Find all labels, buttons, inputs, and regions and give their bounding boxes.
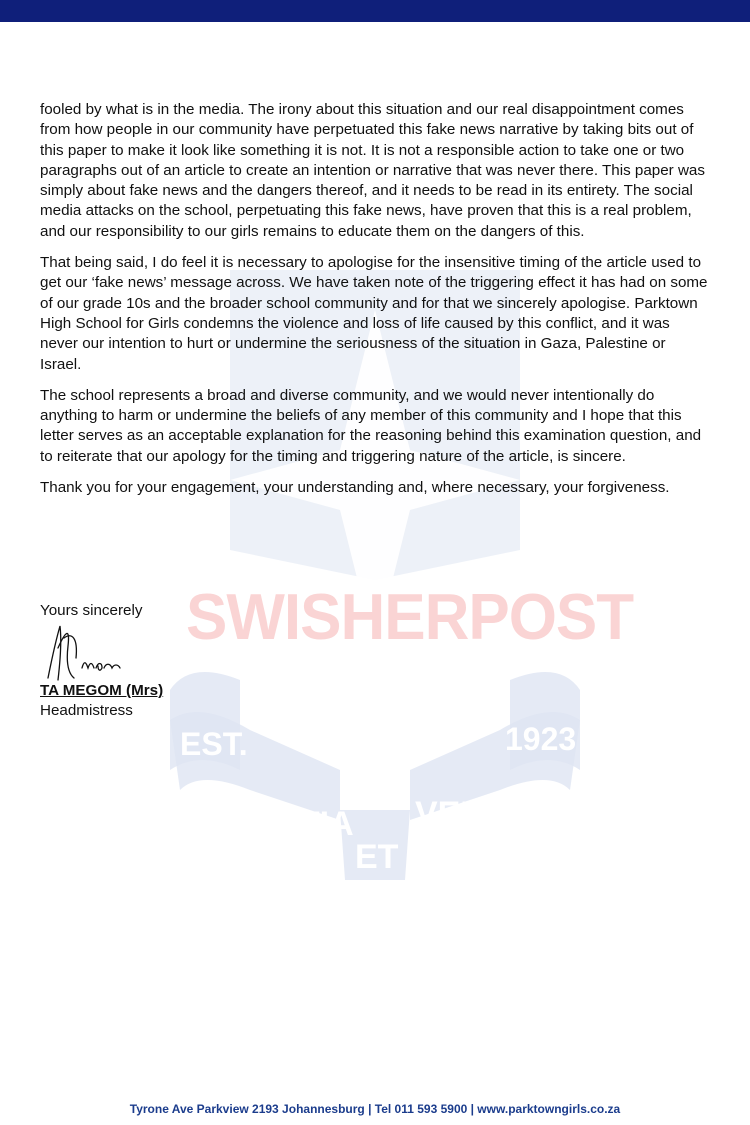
handwritten-signature: [38, 618, 138, 688]
paragraph: Thank you for your engagement, your understanding and, where necessary, your forgiveness.: [40, 479, 670, 497]
paragraph: fooled by what is in the media. The irony about this situation and our real disappointment comes from how people in our community have perpetuated this fake news narrative by taking bits out of this paper to make it look like something it is not. It is not a responsible action to take one or two paragraphs out of an article to create an intention or narrative that was never there. This paper was simply about fake news and the dangers thereof, and it needs to be read in its entirety. The social media attacks on the school, perpetuating this fake news, have proven that this is a real problem, and our responsibility to our girls remains to educate them on the dangers of this.: [40, 101, 705, 240]
crest-motto-left: SCIENTIA: [195, 805, 354, 843]
crest-motto-center: ET: [355, 838, 399, 876]
swisherpost-watermark: SWISHERPOST: [186, 581, 634, 654]
letter-body: [40, 100, 710, 509]
paragraph: That being said, I do feel it is necessary to apologise for the insensitive timing of the article used to get our ‘fake news’ message across. We have taken note of the triggering effect it has had on some of our grade 10s and the broader school community and for that we sincerely apologise. Parktown High School for Girls condemns the violence and loss of life caused by this conflict, and it was never our intention to hurt or undermine the seriousness of the situation in Gaza, Palestine or Israel.: [40, 254, 708, 373]
crest-motto-right: VERITAS: [415, 795, 560, 833]
paragraph: The school represents a broad and diverse community, and we would never intentionally do anything to harm or undermine the beliefs of any member of this community and I hope that this letter serves as an acceptable explanation for the reasoning behind this examination question, and to reiterate that our apology for the timing and triggering nature of the article, is sincere.: [40, 386, 702, 465]
crest-left-banner: EST.: [180, 726, 248, 762]
letterhead-footer: Tyrone Ave Parkview 2193 Johannesburg | Tel 011 593 5900 | www.parktowngirls.co.za: [129, 1102, 621, 1116]
signatory-title: Headmistress: [40, 702, 133, 719]
signatory-name: TA MEGOM (Mrs): [40, 682, 164, 699]
letterhead-top-bar: [0, 0, 750, 22]
crest-right-banner: 1923: [505, 721, 577, 757]
closing-salutation: Yours sincerely: [40, 602, 143, 619]
